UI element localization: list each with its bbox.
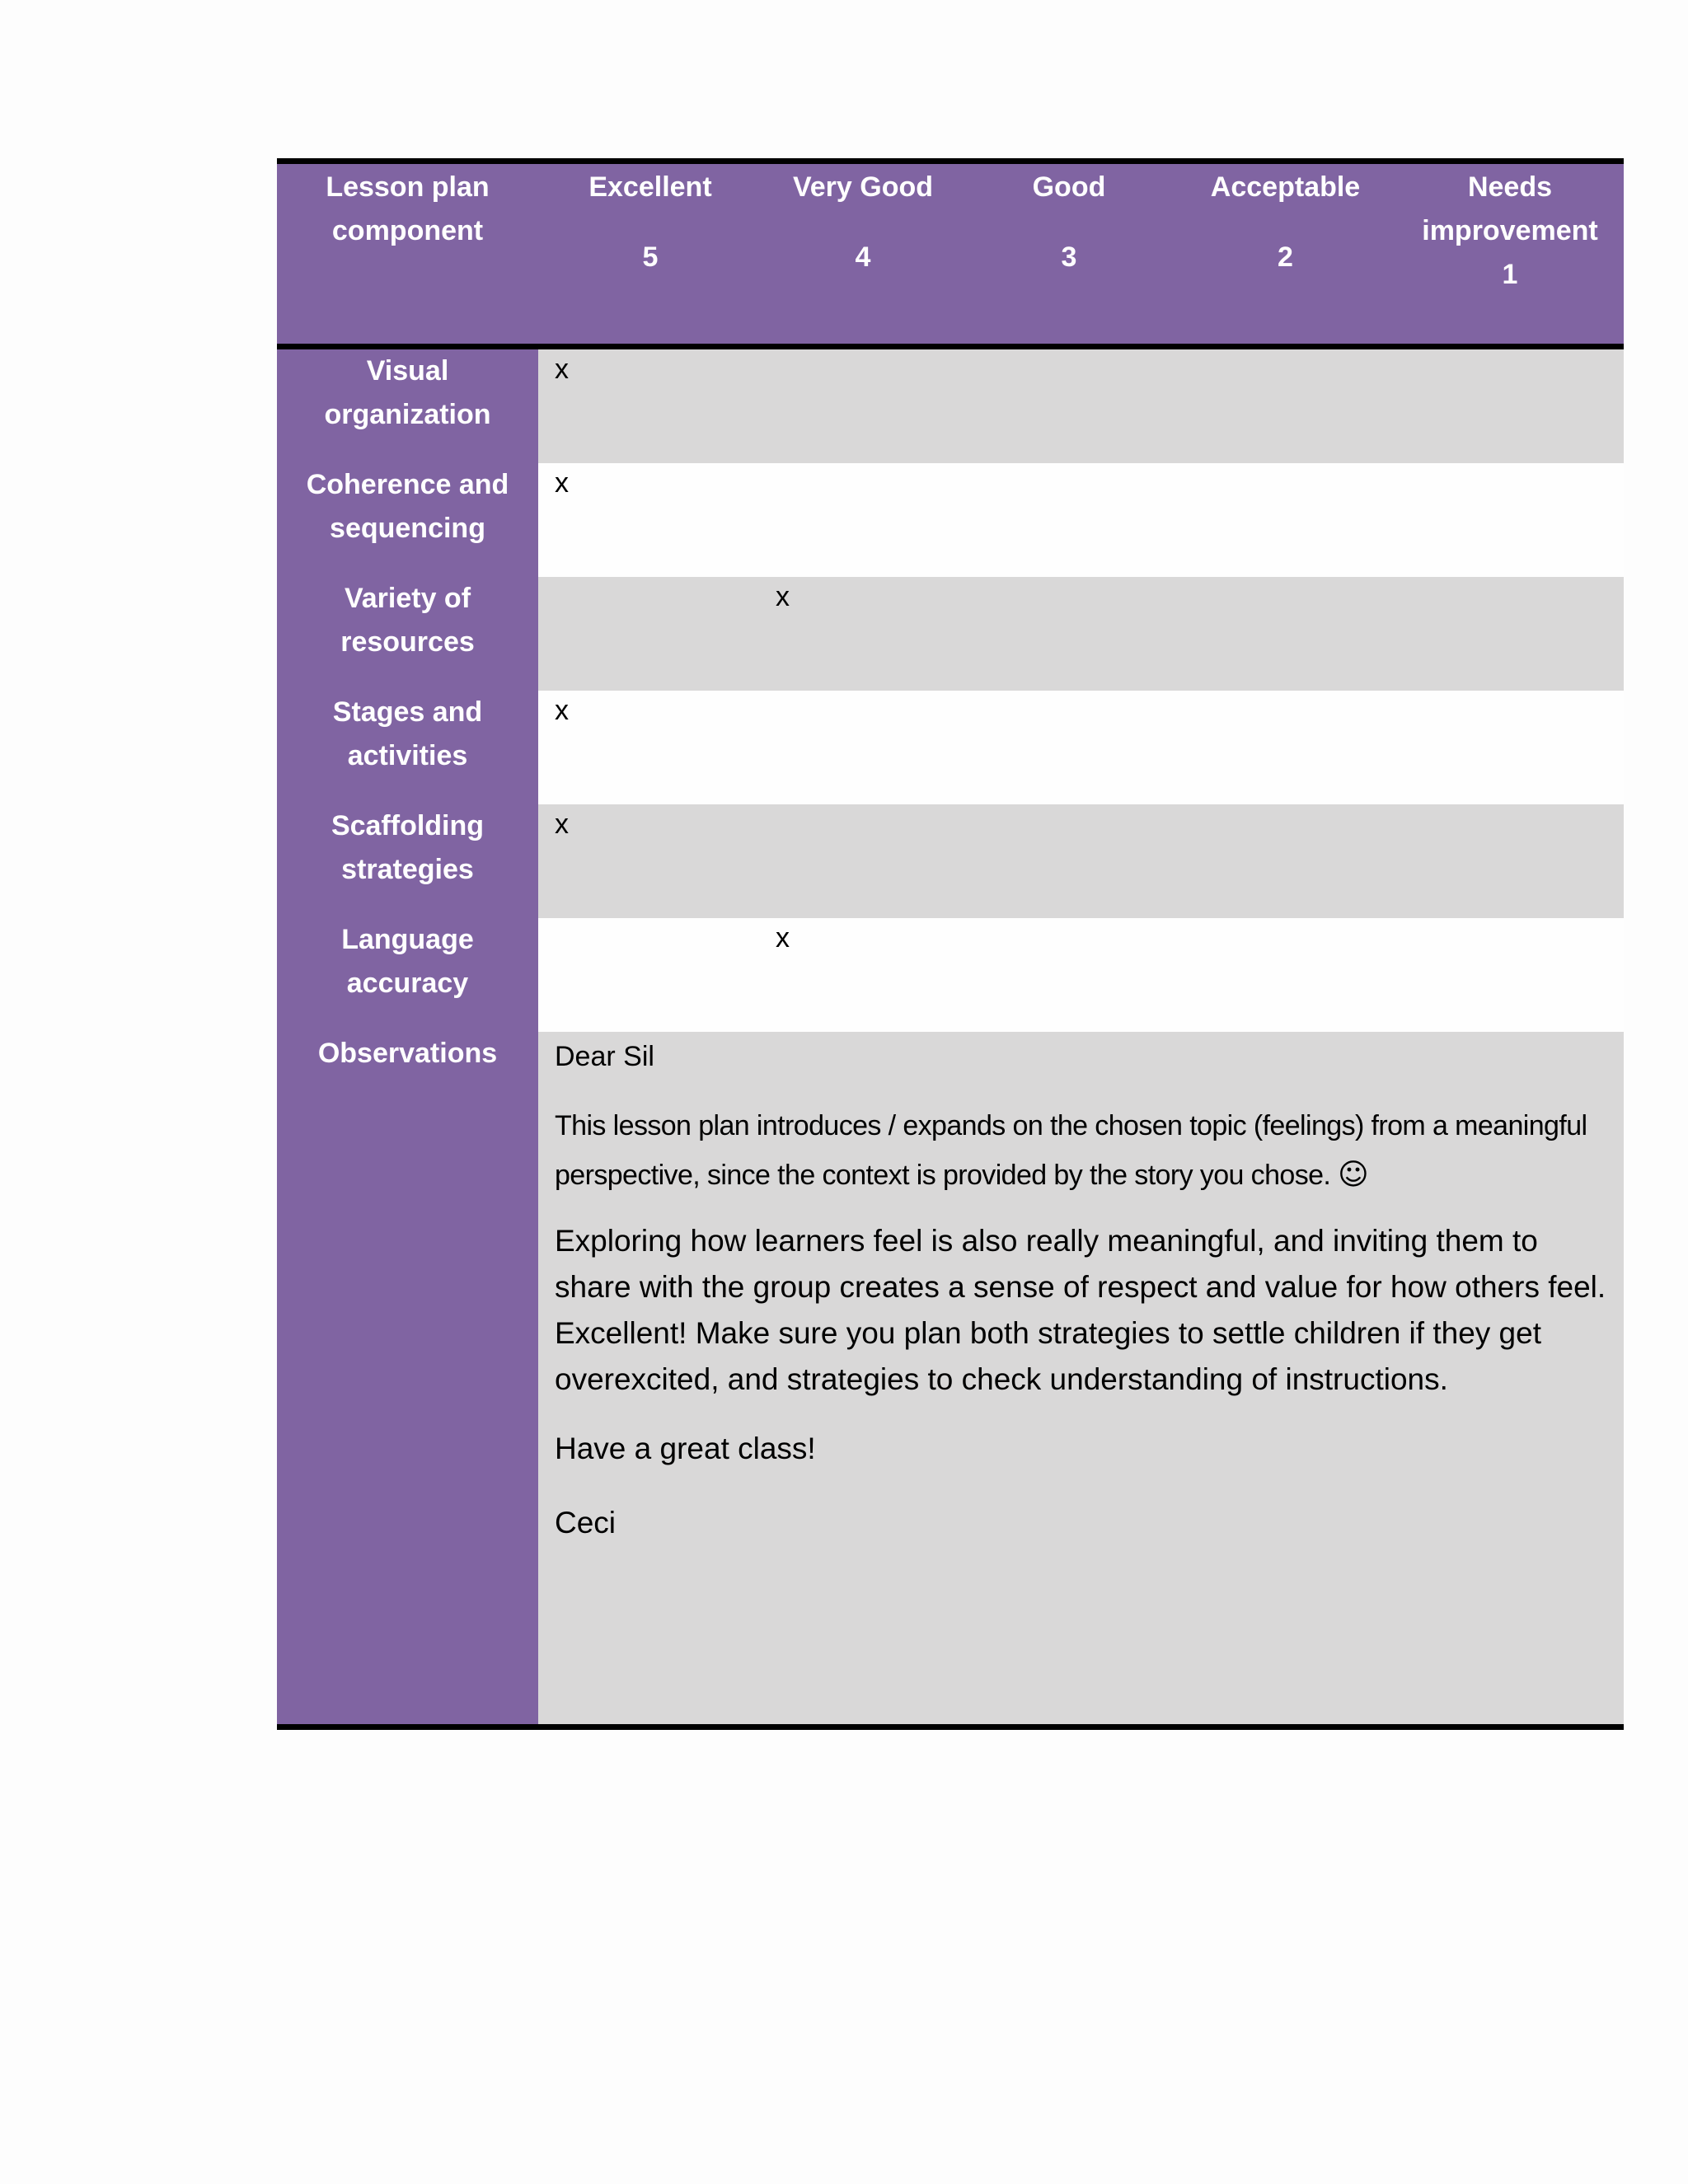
header-level-good xyxy=(964,164,1175,344)
header-component-cell xyxy=(277,164,538,344)
level-label: Good xyxy=(1032,171,1106,203)
observations-paragraph-2: Exploring how learners feel is also really meaningful, and inviting them to share with the group creates a sense of respect and value for how others feel. Excellent! Make sure you plan both strategies to settle children if they get overexcited, and strategies to check understanding of instructions. xyxy=(555,1224,1606,1396)
level-label: Needs xyxy=(1467,171,1553,203)
level-score: 2 xyxy=(1278,241,1293,273)
score-mark: x xyxy=(555,467,569,499)
header-level-excellent xyxy=(538,164,762,344)
table-row xyxy=(538,463,1624,577)
row-label-observations xyxy=(277,1032,538,1724)
header-level-acceptable xyxy=(1175,164,1396,344)
row-label-line1: Visual xyxy=(366,355,449,387)
header-level-very-good xyxy=(762,164,964,344)
level-score: 5 xyxy=(642,241,659,273)
row-label-coherence-sequencing xyxy=(277,463,538,577)
level-label: Very Good xyxy=(792,171,934,203)
row-label-line1: Coherence and xyxy=(306,469,509,500)
row-label-line1: Scaffolding xyxy=(331,810,485,841)
row-label-line2: strategies xyxy=(341,854,474,885)
observations-label: Observations xyxy=(317,1038,498,1069)
level-label: Excellent xyxy=(588,171,712,203)
row-label-line1: Variety of xyxy=(344,583,471,614)
level-label: Acceptable xyxy=(1210,171,1361,203)
row-label-line2: organization xyxy=(324,399,491,430)
bottom-rule xyxy=(277,1724,1624,1730)
table-row xyxy=(538,804,1624,918)
header-component-label-line1: Lesson plan xyxy=(326,171,490,203)
smiley-icon: ☺ xyxy=(1338,1158,1369,1192)
observations-paragraph-1 xyxy=(555,1101,1607,1200)
observations-closing: Have a great class! xyxy=(555,1432,816,1465)
table-row xyxy=(538,918,1624,1032)
observations-text xyxy=(538,1032,1624,1724)
top-rule xyxy=(277,158,1624,164)
score-mark: x xyxy=(555,354,569,385)
table-header xyxy=(277,164,1624,344)
row-label-line1: Language xyxy=(341,924,474,955)
observations-greeting: Dear Sil xyxy=(555,1041,654,1072)
score-mark: x xyxy=(776,581,790,612)
row-label-visual-organization xyxy=(277,349,538,463)
level-score: 4 xyxy=(855,241,871,273)
table-row xyxy=(538,691,1624,804)
header-rule xyxy=(277,344,1624,349)
level-score: 1 xyxy=(1502,259,1518,290)
header-level-needs-improvement xyxy=(1396,164,1624,344)
row-label-line2: activities xyxy=(347,740,468,771)
table-row xyxy=(538,349,1624,463)
score-mark: x xyxy=(555,695,569,726)
row-label-language-accuracy xyxy=(277,918,538,1032)
table-row xyxy=(538,577,1624,691)
header-component-label-line2: component xyxy=(331,215,484,246)
paragraph-1-text: This lesson plan introduces / expands on the chosen topic (feelings) from a meaningful perspective, since the context is provided by the story you chose. xyxy=(555,1110,1587,1191)
level-label-line2: improvement xyxy=(1422,215,1598,246)
row-label-variety-resources xyxy=(277,577,538,691)
row-label-stages-activities xyxy=(277,691,538,804)
row-label-line2: sequencing xyxy=(330,513,485,544)
row-label-line2: resources xyxy=(340,626,475,658)
row-label-line1: Stages and xyxy=(332,696,483,728)
row-label-line2: accuracy xyxy=(346,968,469,999)
table-body xyxy=(277,349,1624,1724)
row-label-scaffolding-strategies xyxy=(277,804,538,918)
rubric-table xyxy=(277,158,1624,1730)
observations-signature: Ceci xyxy=(555,1506,617,1540)
score-mark: x xyxy=(776,922,790,954)
score-mark: x xyxy=(555,808,569,840)
level-score: 3 xyxy=(1061,241,1077,273)
